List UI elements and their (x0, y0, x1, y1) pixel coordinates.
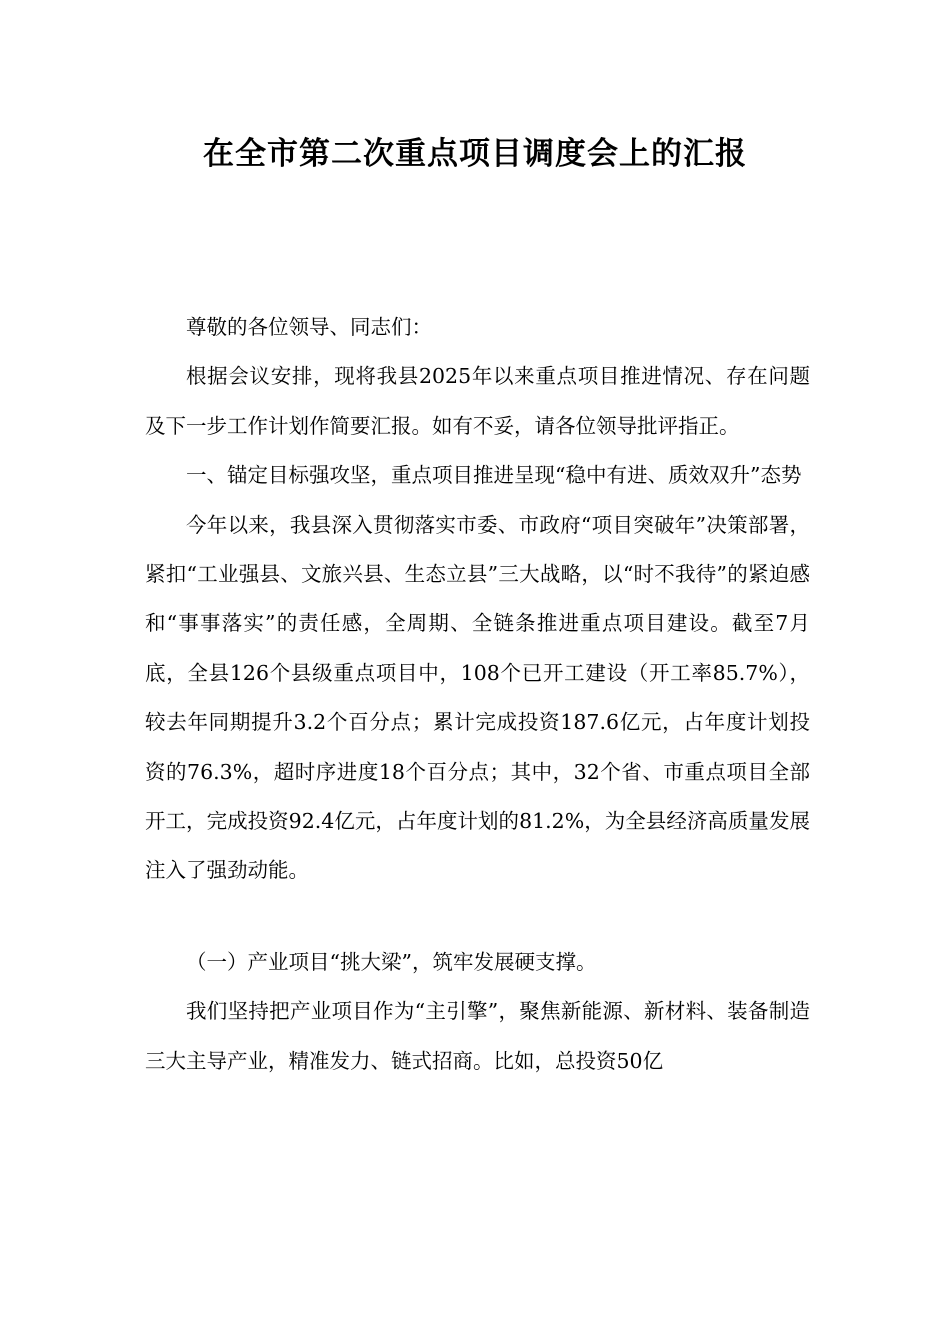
intro-paragraph: 根据会议安排，现将我县2025年以来重点项目推进情况、存在问题及下一步工作计划作简要汇报。如有不妥，请各位领导批评指正。 (145, 364, 810, 438)
document-body (145, 303, 810, 1086)
section-1-paragraph: 今年以来，我县深入贯彻落实市委、市政府“项目突破年”决策部署，紧扣“工业强县、文旅兴县、生态立县”三大战略，以“时不我待”的紧迫感和“事事落实”的责任感，全周期、全链条推进重点项目建设。截至7月底，全县126个县级重点项目中，108个已开工建设（开工率85.7%），较去年同期提升3.2个百分点；累计完成投资187.6亿元，占年度计划投资的76.3%，超时序进度18个百分点；其中，32个省、市重点项目全部开工，完成投资92.4亿元，占年度计划的81.2%，为全县经济高质量发展注入了强劲动能。 (145, 512, 810, 883)
section-heading-1: 一、锚定目标强攻坚，重点项目推进呈现“稳中有进、质效双升”态势 (186, 463, 802, 488)
paragraph-spacer (145, 896, 810, 938)
document-title: 在全市第二次重点项目调度会上的汇报 (203, 136, 747, 172)
subsection-1-paragraph: 我们坚持把产业项目作为“主引擎”，聚焦新能源、新材料、装备制造三大主导产业，精准发力、链式招商。比如，总投资50亿 (145, 999, 810, 1073)
subsection-heading-1: （一）产业项目“挑大梁”，筑牢发展硬支撑。 (186, 949, 597, 974)
salutation-paragraph: 尊敬的各位领导、同志们： (186, 315, 432, 339)
